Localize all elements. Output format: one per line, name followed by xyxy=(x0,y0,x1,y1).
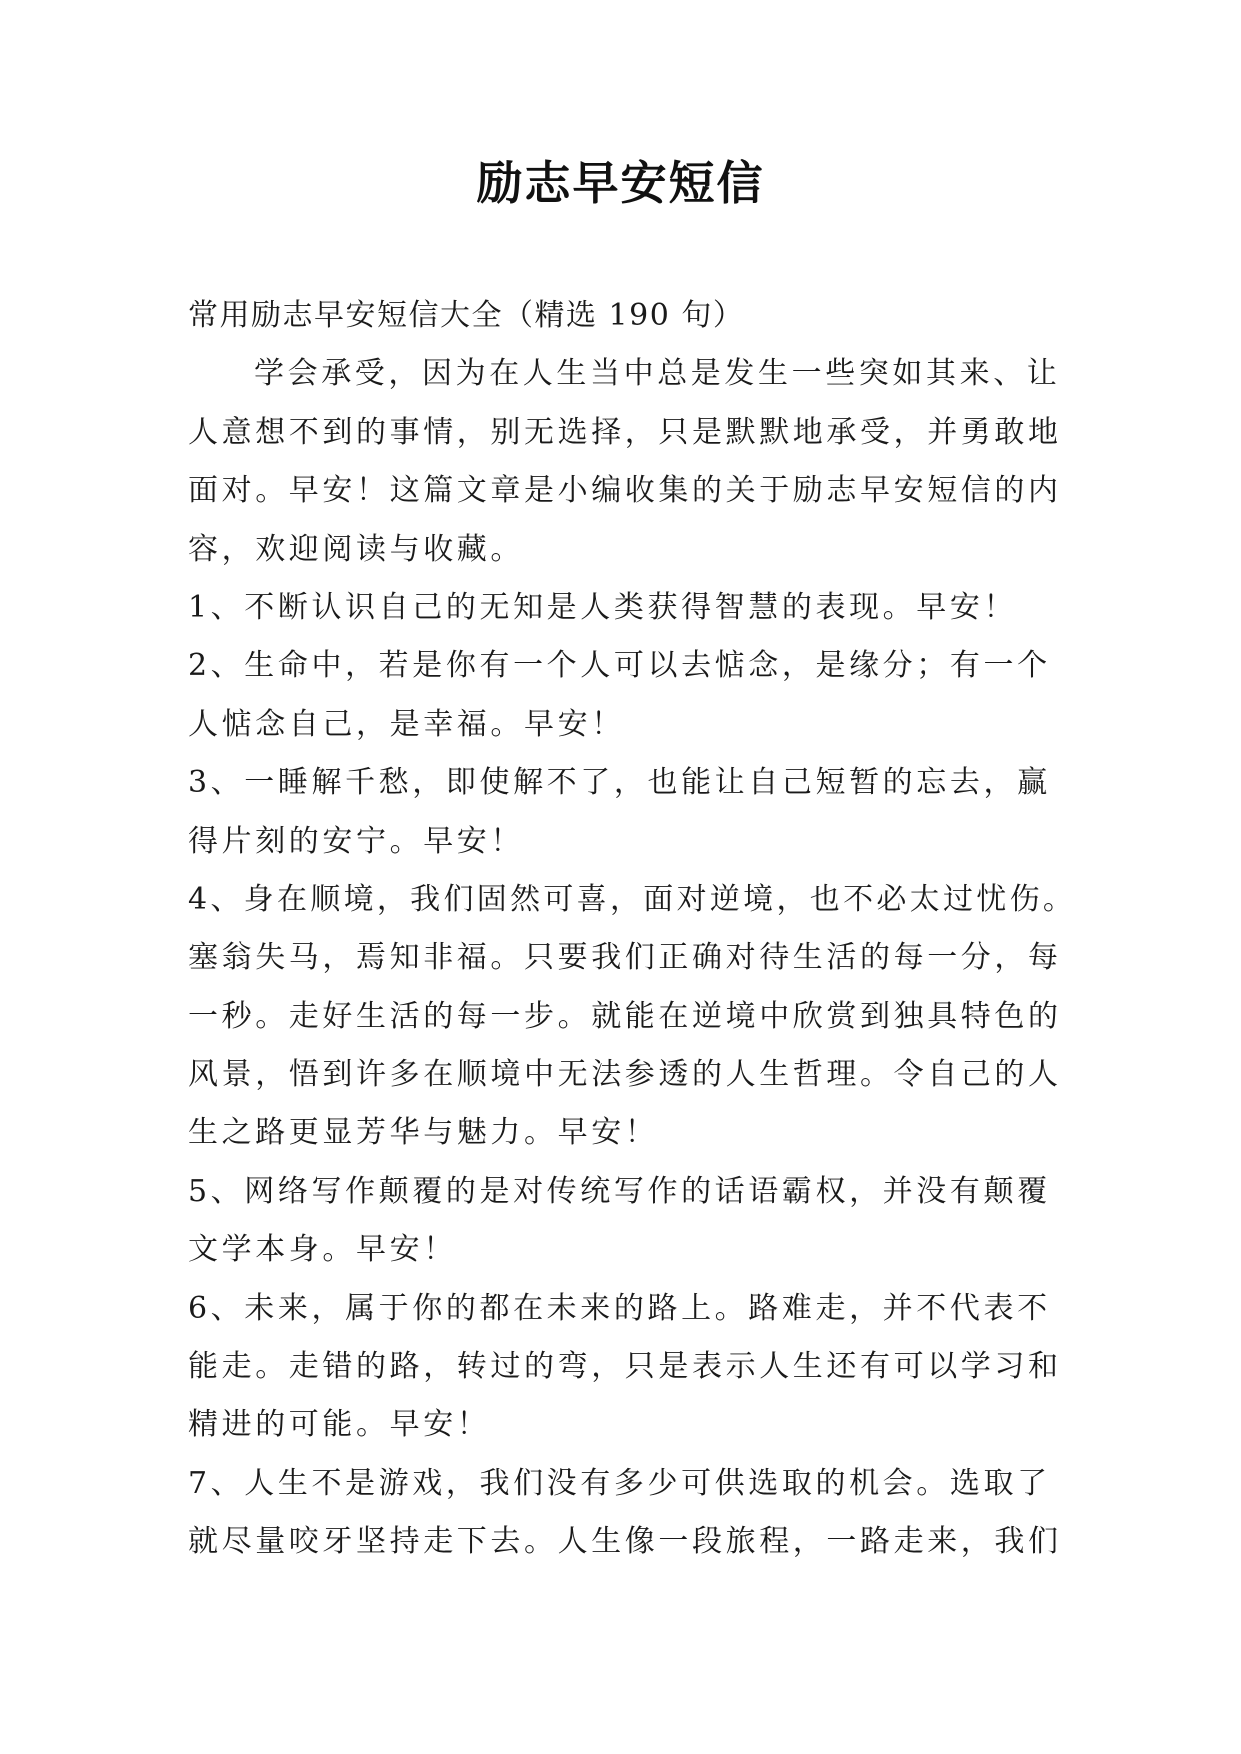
item-line: 5、网络写作颠覆的是对传统写作的话语霸权，并没有颠覆 xyxy=(188,1173,1051,1209)
item-line: 生之路更显芳华与魅力。早安！ xyxy=(188,1115,659,1151)
item-line: 人惦念自己，是幸福。早安！ xyxy=(188,706,625,742)
item-line: 2、生命中，若是你有一个人可以去惦念，是缘分；有一个 xyxy=(188,648,1051,684)
subtitle-line: 常用励志早安短信大全（精选 190 句） xyxy=(188,298,745,333)
item-line: 1、不断认识自己的无知是人类获得智慧的表现。早安！ xyxy=(188,589,1018,625)
intro-line: 面对。早安！这篇文章是小编收集的关于励志早安短信的内 xyxy=(188,473,1062,509)
item-line: 一秒。走好生活的每一步。就能在逆境中欣赏到独具特色的 xyxy=(188,998,1062,1034)
item-line: 能走。走错的路，转过的弯，只是表示人生还有可以学习和 xyxy=(188,1349,1062,1385)
item-line: 4、身在顺境，我们固然可喜，面对逆境，也不必太过忧伤。 xyxy=(188,881,1077,917)
item-line: 得片刻的安宁。早安！ xyxy=(188,823,524,859)
item-line: 6、未来，属于你的都在未来的路上。路难走，并不代表不 xyxy=(188,1290,1051,1326)
intro-line: 人意想不到的事情，别无选择，只是默默地承受，并勇敢地 xyxy=(188,414,1062,450)
item-line: 3、一睡解千愁，即使解不了，也能让自己短暂的忘去，赢 xyxy=(188,765,1051,801)
item-line: 风景，悟到许多在顺境中无法参透的人生哲理。令自己的人 xyxy=(188,1057,1062,1093)
document-title: 励志早安短信 xyxy=(476,156,765,210)
item-line: 就尽量咬牙坚持走下去。人生像一段旅程，一路走来，我们 xyxy=(188,1524,1062,1560)
item-line: 文学本身。早安！ xyxy=(188,1232,457,1268)
item-line: 精进的可能。早安！ xyxy=(188,1407,491,1443)
intro-line: 容，欢迎阅读与收藏。 xyxy=(188,531,524,567)
intro-line: 学会承受，因为在人生当中总是发生一些突如其来、让 xyxy=(254,356,1061,392)
item-line: 塞翁失马，焉知非福。只要我们正确对待生活的每一分，每 xyxy=(188,940,1062,976)
item-line: 7、人生不是游戏，我们没有多少可供选取的机会。选取了 xyxy=(188,1465,1051,1501)
document-body xyxy=(188,287,1077,1572)
